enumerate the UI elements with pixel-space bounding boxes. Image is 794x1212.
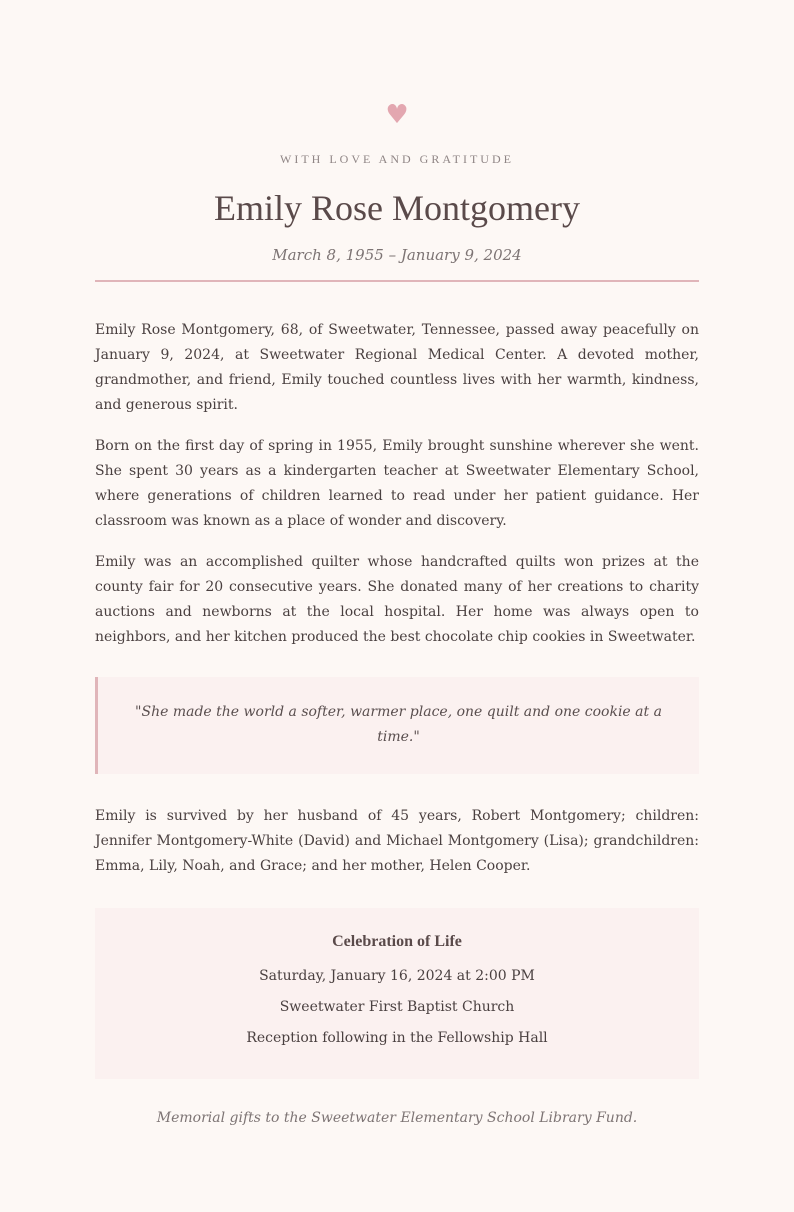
life-dates: March 8, 1955 – January 9, 2024 (272, 246, 522, 264)
service-location: Sweetwater First Baptist Church (279, 999, 515, 1015)
survivors-section (95, 804, 699, 879)
paragraph-intro: Emily Rose Montgomery, 68, of Sweetwater, Tennessee, passed away peacefully on January 9, 2024, at Sweetwater Regional Medical Center. A devoted mother, grandmother, and friend, Emily touched countless lives with her warmth, kindness, and generous spirit. (95, 322, 699, 413)
paragraph-career: Born on the first day of spring in 1955, Emily brought sunshine wherever she went. She spent 30 years as a kindergarten teacher at Sweetwater Elementary School, where generations of children learned to read under her patient guidance. Her classroom was known as a place of wonder and discovery. (95, 438, 699, 529)
paragraph-hobbies: Emily was an accomplished quilter whose handcrafted quilts won prizes at the county fair for 20 consecutive years. She donated many of her creations to charity auctions and newborns at the local hospital. Her home was always open to neighbors, and her kitchen produced the best chocolate chip cookies in Sweetwater. (95, 554, 699, 645)
eyebrow-text: WITH LOVE AND GRATITUDE (280, 152, 514, 166)
service-title: Celebration of Life (332, 933, 462, 950)
service-datetime: Saturday, January 16, 2024 at 2:00 PM (259, 968, 535, 984)
obituary-body (95, 318, 699, 650)
service-details (95, 908, 699, 1079)
obituary-header (95, 100, 699, 266)
memorial-gifts-note: Memorial gifts to the Sweetwater Elementary School Library Fund. (156, 1110, 638, 1126)
deceased-name: Emily Rose Montgomery (214, 188, 580, 228)
heart-icon: ♥ (385, 100, 409, 130)
memorial-quote: "She made the world a softer, warmer place, one quilt and one cookie at a time." (95, 677, 699, 774)
paragraph-survived-by: Emily is survived by her husband of 45 years, Robert Montgomery; children: Jennifer Montgomery-White (David) and Michael Montgomery (Lisa); grandchildren: Emma, Lily, Noah, and Grace; and her mother, Helen Cooper. (95, 808, 699, 874)
obituary-page (95, 0, 699, 1129)
service-reception: Reception following in the Fellowship Hall (246, 1030, 548, 1046)
header-divider (95, 280, 699, 282)
